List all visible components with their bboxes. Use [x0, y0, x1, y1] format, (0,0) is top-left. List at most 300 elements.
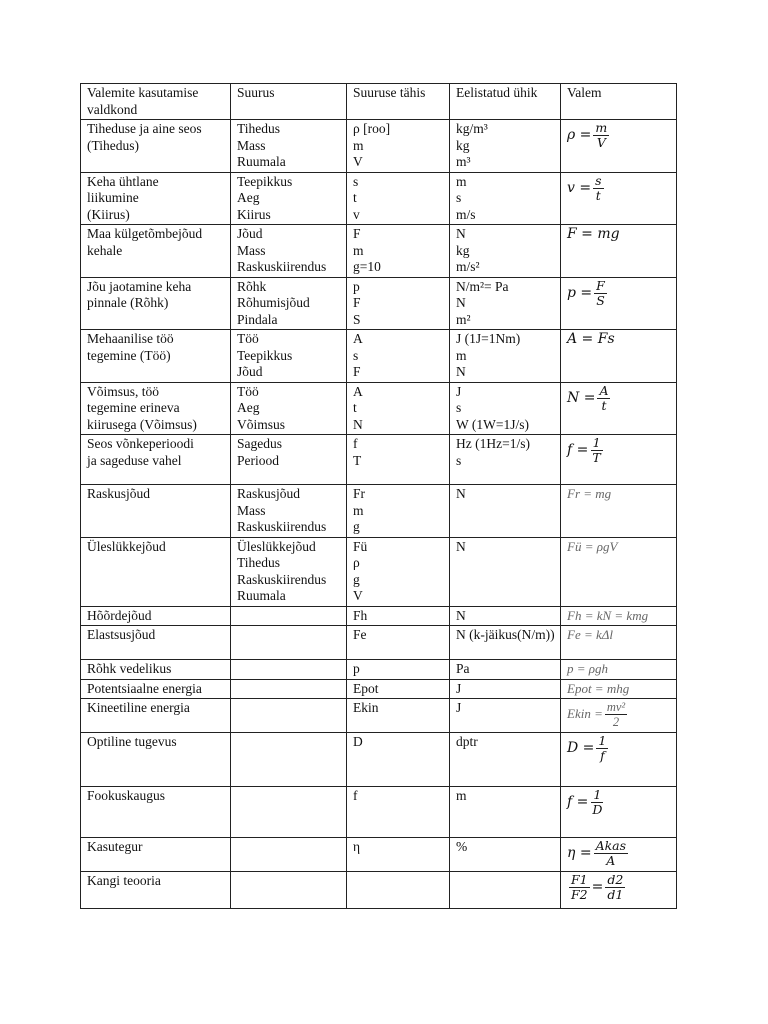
- formula: [567, 174, 671, 203]
- formula-cell: [561, 277, 677, 330]
- symbol-line: f: [353, 788, 358, 803]
- table-row: [81, 225, 677, 278]
- area-cell: [81, 679, 231, 699]
- area-line: Mehaanilise töö: [87, 331, 174, 346]
- unit-line: Hz (1Hz=1/s): [456, 436, 530, 451]
- quantity-line: Mass: [237, 137, 266, 153]
- area-cell: [81, 699, 231, 733]
- formula-numerator: 1: [593, 787, 602, 802]
- symbol-cell: [347, 382, 450, 435]
- formula-cell: [561, 699, 677, 733]
- unit-line: dptr: [456, 734, 478, 749]
- unit-line: m: [456, 173, 467, 189]
- symbol-cell: [347, 485, 450, 538]
- quantity-line: Tihedus: [237, 555, 281, 570]
- formula-fraction: [569, 873, 590, 902]
- formula-fraction: [590, 436, 602, 465]
- table-row: [81, 537, 677, 606]
- table-row: [81, 733, 677, 787]
- unit-cell: [450, 330, 561, 383]
- formula-numerator: Akas: [595, 838, 627, 853]
- formula-fraction: [596, 734, 608, 763]
- table-row: [81, 120, 677, 173]
- formula: [567, 627, 671, 644]
- symbol-cell: [347, 537, 450, 606]
- area-cell: [81, 606, 231, 626]
- area-line: Kasutegur: [87, 839, 143, 854]
- symbol-line: g: [353, 571, 360, 587]
- unit-line: m³: [456, 154, 471, 169]
- formula-denominator: T: [592, 450, 601, 465]
- unit-cell: [450, 872, 561, 909]
- formula-denominator: t: [601, 397, 607, 413]
- quantity-cell: [231, 679, 347, 699]
- formula-text: Fh = kN = kmg: [567, 607, 649, 623]
- unit-line: N: [456, 486, 466, 501]
- table-row: [81, 787, 677, 838]
- unit-line: Pa: [456, 661, 470, 676]
- formula-cell: [561, 537, 677, 606]
- table-row: [81, 872, 677, 909]
- formula-numerator: A: [599, 382, 609, 398]
- formula: [567, 279, 671, 308]
- formula-lhs: f =: [567, 794, 589, 811]
- unit-line: kg: [456, 242, 470, 258]
- formula-denominator: A: [606, 853, 616, 868]
- table-row: [81, 626, 677, 660]
- quantity-cell: [231, 606, 347, 626]
- formula-cell: [561, 733, 677, 787]
- area-cell: [81, 660, 231, 680]
- unit-line: J: [456, 383, 462, 399]
- symbol-cell: [347, 872, 450, 909]
- symbol-cell: [347, 606, 450, 626]
- area-line: pinnale (Rõhk): [87, 295, 169, 310]
- quantity-line: Töö: [237, 331, 259, 346]
- unit-cell: [450, 277, 561, 330]
- symbol-line: s: [353, 173, 359, 189]
- symbol-line: A: [353, 331, 363, 346]
- unit-cell: [450, 787, 561, 838]
- area-line: (Kiirus): [87, 206, 130, 222]
- symbol-line: T: [353, 452, 362, 468]
- table-row: [81, 382, 677, 435]
- symbol-line: m: [353, 502, 364, 518]
- area-line: kiirusega (Võimsus): [87, 416, 197, 432]
- area-line: Potentsiaalne energia: [87, 680, 202, 696]
- unit-line: W (1W=1J/s): [456, 416, 529, 432]
- unit-cell: [450, 172, 561, 225]
- area-line: Hõõrdejõud: [87, 607, 152, 623]
- formula-lhs: N =: [567, 389, 596, 406]
- table-row: [81, 838, 677, 872]
- quantity-line: Sagedus: [237, 436, 282, 451]
- quantity-line: Teepikkus: [237, 173, 293, 189]
- formula-cell: [561, 660, 677, 680]
- unit-line: J: [456, 700, 462, 715]
- quantity-line: Rõhk: [237, 278, 267, 294]
- formula-cell: [561, 120, 677, 173]
- quantity-cell: [231, 872, 347, 909]
- quantity-line: Töö: [237, 383, 259, 399]
- quantity-cell: [231, 277, 347, 330]
- unit-line: N (k-jäikus(N/m)): [456, 627, 555, 642]
- area-cell: [81, 626, 231, 660]
- area-cell: [81, 120, 231, 173]
- area-line: (Tihedus): [87, 137, 140, 153]
- area-line: Fookuskaugus: [87, 788, 166, 803]
- formula: [567, 121, 671, 150]
- formula-cell: [561, 485, 677, 538]
- unit-line: J (1J=1Nm): [456, 331, 521, 346]
- unit-line: s: [456, 190, 462, 205]
- formula-fraction: [605, 873, 625, 902]
- quantity-cell: [231, 537, 347, 606]
- symbol-cell: [347, 277, 450, 330]
- formula: [567, 681, 671, 698]
- formula-cell: [561, 787, 677, 838]
- symbol-cell: [347, 733, 450, 787]
- quantity-line: Raskuskiirendus: [237, 519, 327, 534]
- area-line: kehale: [87, 242, 123, 258]
- quantity-line: Mass: [237, 502, 266, 518]
- header-unit: Eelistatud ühik: [450, 84, 561, 120]
- symbol-line: η: [353, 839, 361, 854]
- table-row: [81, 660, 677, 680]
- area-cell: [81, 225, 231, 278]
- unit-line: kg/m³: [456, 121, 488, 136]
- symbol-line: V: [353, 154, 363, 169]
- header-symbol: Suuruse tähis: [347, 84, 450, 120]
- quantity-cell: [231, 660, 347, 680]
- unit-cell: [450, 120, 561, 173]
- symbol-cell: [347, 838, 450, 872]
- header-formula: Valem: [561, 84, 677, 120]
- table-row: [81, 435, 677, 485]
- symbol-line: p: [353, 278, 360, 294]
- symbol-line: A: [353, 383, 363, 399]
- quantity-cell: [231, 787, 347, 838]
- area-line: tegemine (Töö): [87, 347, 171, 363]
- quantity-cell: [231, 225, 347, 278]
- formula-denominator: F2: [571, 887, 588, 902]
- formula-cell: [561, 382, 677, 435]
- formula-cell: [561, 435, 677, 485]
- formula-denominator: d1: [607, 887, 624, 902]
- quantity-line: Mass: [237, 242, 266, 258]
- unit-cell: [450, 733, 561, 787]
- area-cell: [81, 172, 231, 225]
- area-cell: [81, 435, 231, 485]
- area-line: Maa külgetõmbejõud: [87, 226, 203, 241]
- unit-cell: [450, 699, 561, 733]
- area-cell: [81, 277, 231, 330]
- quantity-line: Ruumala: [237, 154, 286, 169]
- symbol-line: ρ: [353, 555, 360, 570]
- formula-lhs: η =: [567, 845, 592, 862]
- symbol-line: Epot: [353, 680, 379, 696]
- symbol-line: f: [353, 436, 358, 451]
- symbol-cell: [347, 330, 450, 383]
- formula-lhs: f =: [567, 442, 589, 459]
- formula-numerator: F: [596, 277, 605, 293]
- quantity-line: Aeg: [237, 190, 260, 205]
- table-header-row: [81, 84, 677, 120]
- formula-numerator: mv²: [606, 700, 626, 714]
- unit-cell: [450, 660, 561, 680]
- symbol-line: Fr: [353, 486, 366, 501]
- unit-cell: [450, 485, 561, 538]
- symbol-line: F: [353, 364, 361, 379]
- table-row: [81, 699, 677, 733]
- formula-text: A = Fs: [567, 331, 615, 347]
- quantity-line: Raskuskiirendus: [237, 571, 327, 587]
- formula-fraction: [594, 279, 607, 308]
- formula-lhs: v =: [567, 179, 592, 196]
- unit-cell: [450, 225, 561, 278]
- symbol-line: m: [353, 137, 364, 153]
- quantity-cell: [231, 330, 347, 383]
- formula-cell: [561, 330, 677, 383]
- symbol-line: t: [353, 400, 357, 415]
- formula: [567, 486, 671, 503]
- area-line: Kineetiline energia: [87, 700, 190, 715]
- symbol-line: g: [353, 519, 360, 534]
- symbol-line: p: [353, 661, 360, 676]
- formula-cell: [561, 838, 677, 872]
- unit-cell: [450, 626, 561, 660]
- formula-table: [80, 83, 677, 909]
- quantity-line: Üleslükkejõud: [237, 538, 316, 554]
- area-line: liikumine: [87, 190, 139, 205]
- formula-fraction: [597, 384, 610, 413]
- quantity-cell: [231, 120, 347, 173]
- area-cell: [81, 838, 231, 872]
- symbol-line: v: [353, 206, 360, 222]
- symbol-line: D: [353, 734, 363, 749]
- formula-numerator: F1: [571, 872, 588, 887]
- table-row: [81, 679, 677, 699]
- formula: [567, 608, 671, 625]
- unit-cell: [450, 606, 561, 626]
- area-cell: [81, 733, 231, 787]
- unit-line: m: [456, 347, 467, 363]
- formula-denominator: 2: [612, 715, 620, 729]
- symbol-cell: [347, 699, 450, 733]
- formula-numerator: 1: [598, 733, 607, 748]
- table-row: [81, 172, 677, 225]
- formula: [567, 734, 671, 763]
- unit-line: N: [456, 607, 466, 623]
- formula-lhs: Ekin =: [567, 706, 603, 722]
- header-area: Valemite kasutamise valdkond: [81, 84, 231, 120]
- table-row: [81, 277, 677, 330]
- unit-line: N/m²= Pa: [456, 278, 509, 294]
- symbol-line: m: [353, 242, 364, 258]
- area-cell: [81, 485, 231, 538]
- quantity-line: Raskuskiirendus: [237, 259, 327, 274]
- quantity-cell: [231, 485, 347, 538]
- table-row: [81, 606, 677, 626]
- symbol-line: ρ [roo]: [353, 121, 391, 136]
- formula: [567, 661, 671, 678]
- unit-line: N: [456, 538, 466, 554]
- area-line: Elastsusjõud: [87, 627, 156, 642]
- unit-line: kg: [456, 137, 470, 153]
- symbol-cell: [347, 435, 450, 485]
- quantity-line: Tihedus: [237, 121, 281, 136]
- unit-line: N: [456, 226, 466, 241]
- symbol-cell: [347, 787, 450, 838]
- quantity-cell: [231, 838, 347, 872]
- formula-fraction: [593, 121, 609, 150]
- formula-denominator: V: [596, 135, 606, 150]
- area-line: Keha ühtlane: [87, 173, 159, 189]
- formula-lhs: ρ =: [567, 127, 592, 144]
- formula-lhs: p =: [567, 284, 593, 301]
- formula-numerator: d2: [607, 872, 624, 887]
- formula-cell: [561, 172, 677, 225]
- area-line: Optiline tugevus: [87, 734, 177, 749]
- formula: [567, 539, 671, 556]
- unit-line: s: [456, 452, 462, 468]
- formula: [567, 700, 671, 729]
- quantity-line: Kiirus: [237, 206, 271, 222]
- unit-line: N: [456, 295, 466, 310]
- symbol-line: Fh: [353, 607, 368, 623]
- symbol-cell: [347, 120, 450, 173]
- symbol-line: Ekin: [353, 700, 379, 715]
- unit-cell: [450, 838, 561, 872]
- symbol-cell: [347, 172, 450, 225]
- area-cell: [81, 382, 231, 435]
- formula-equals: =: [591, 879, 604, 896]
- quantity-line: Rõhumisjõud: [237, 295, 310, 310]
- formula-denominator: t: [595, 187, 601, 203]
- quantity-line: Jõud: [237, 226, 263, 241]
- symbol-line: Fü: [353, 538, 368, 554]
- unit-line: %: [456, 839, 468, 854]
- area-line: ja sageduse vahel: [87, 452, 182, 468]
- formula-text: F = mg: [567, 226, 620, 242]
- area-line: Kangi teooria: [87, 873, 161, 888]
- quantity-line: Pindala: [237, 311, 278, 327]
- area-line: Raskusjõud: [87, 486, 151, 501]
- formula-text: Epot = mhg: [567, 680, 630, 696]
- unit-cell: [450, 435, 561, 485]
- formula-numerator: m: [595, 120, 608, 135]
- formula-cell: [561, 225, 677, 278]
- symbol-cell: [347, 660, 450, 680]
- symbol-cell: [347, 679, 450, 699]
- formula-text: p = ρgh: [567, 661, 609, 676]
- quantity-line: Teepikkus: [237, 347, 293, 363]
- symbol-cell: [347, 225, 450, 278]
- symbol-line: F: [353, 226, 361, 241]
- symbol-line: N: [353, 416, 363, 432]
- formula-denominator: S: [596, 292, 605, 308]
- formula-lhs: D =: [567, 740, 595, 757]
- unit-cell: [450, 382, 561, 435]
- formula-cell: [561, 626, 677, 660]
- table-body: [81, 120, 677, 909]
- formula: [567, 436, 671, 465]
- unit-line: m/s²: [456, 259, 480, 274]
- area-cell: [81, 872, 231, 909]
- formula: [567, 839, 671, 868]
- formula: [567, 873, 671, 902]
- quantity-cell: [231, 382, 347, 435]
- symbol-line: S: [353, 311, 361, 327]
- quantity-line: Periood: [237, 452, 279, 468]
- unit-line: m²: [456, 311, 471, 327]
- formula-denominator: D: [592, 802, 603, 817]
- formula-fraction: [593, 174, 603, 203]
- formula-numerator: 1: [592, 435, 601, 450]
- formula-fraction: [594, 839, 628, 868]
- area-line: Seos võnkeperioodi: [87, 436, 194, 451]
- formula-text: Fe = kΔl: [567, 627, 613, 642]
- symbol-line: Fe: [353, 627, 367, 642]
- unit-cell: [450, 537, 561, 606]
- area-cell: [81, 787, 231, 838]
- unit-line: N: [456, 364, 466, 379]
- unit-line: s: [456, 400, 462, 415]
- formula: [567, 384, 671, 413]
- quantity-line: Raskusjõud: [237, 486, 301, 501]
- formula-cell: [561, 606, 677, 626]
- quantity-cell: [231, 733, 347, 787]
- area-line: Tiheduse ja aine seos: [87, 121, 202, 136]
- formula-denominator: f: [600, 748, 605, 763]
- unit-line: m/s: [456, 206, 476, 222]
- quantity-line: Ruumala: [237, 588, 286, 603]
- area-line: Võimsus, töö: [87, 383, 160, 399]
- formula-cell: [561, 872, 677, 909]
- unit-line: J: [456, 680, 462, 696]
- symbol-cell: [347, 626, 450, 660]
- formula-fraction: [590, 788, 604, 817]
- area-cell: [81, 330, 231, 383]
- quantity-cell: [231, 699, 347, 733]
- area-line: Üleslükkejõud: [87, 538, 166, 554]
- symbol-line: V: [353, 588, 363, 603]
- formula-numerator: s: [595, 172, 602, 188]
- symbol-line: t: [353, 190, 357, 205]
- formula: [567, 331, 671, 348]
- symbol-line: F: [353, 295, 361, 310]
- formula: [567, 226, 671, 243]
- quantity-line: Jõud: [237, 364, 263, 379]
- formula-fraction: [605, 700, 627, 729]
- formula: [567, 788, 671, 817]
- table-row: [81, 330, 677, 383]
- area-line: Jõu jaotamine keha: [87, 278, 192, 294]
- quantity-line: Aeg: [237, 400, 260, 415]
- quantity-cell: [231, 172, 347, 225]
- formula-text: Fü = ρgV: [567, 538, 618, 554]
- table-row: [81, 485, 677, 538]
- area-cell: [81, 537, 231, 606]
- area-line: Rõhk vedelikus: [87, 661, 172, 676]
- unit-line: m: [456, 788, 467, 803]
- unit-cell: [450, 679, 561, 699]
- formula-cell: [561, 679, 677, 699]
- symbol-line: g=10: [353, 259, 381, 274]
- area-line: tegemine erineva: [87, 400, 180, 415]
- quantity-line: Võimsus: [237, 416, 286, 432]
- quantity-cell: [231, 626, 347, 660]
